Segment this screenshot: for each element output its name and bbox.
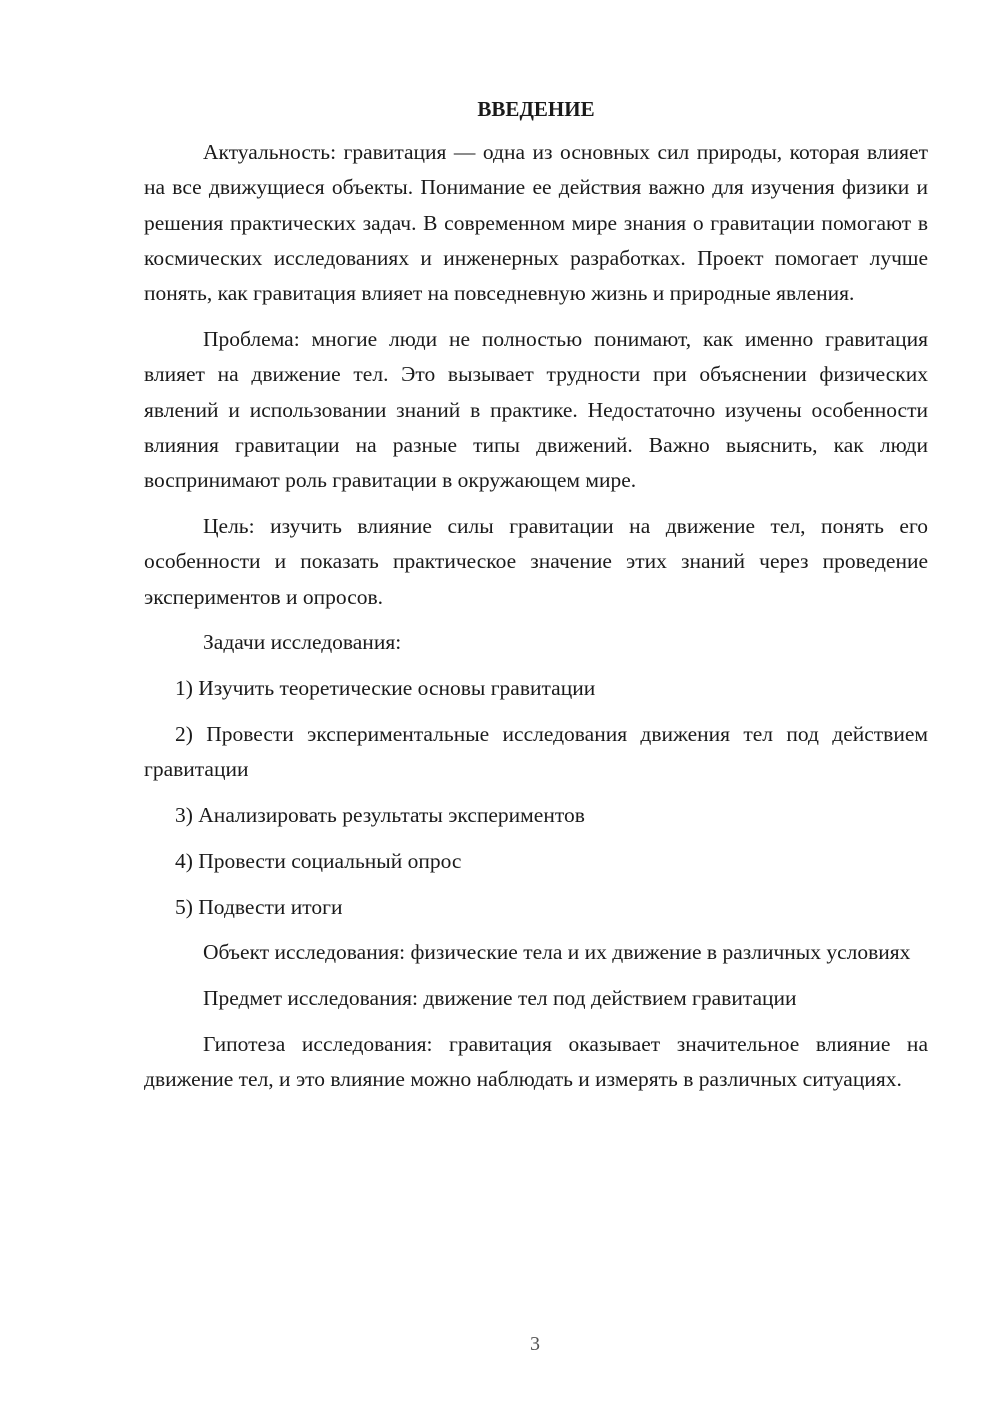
object-paragraph: Объект исследования: физические тела и их движение в различных условиях: [203, 940, 911, 965]
problem-paragraph: Проблема: многие люди не полностью понимают, как именно гравитация влияет на движение тел. Это вызывает трудности при объяснении физических явлений и использовании знаний в практике. Недостаточно изучены особенности влияния гравитации на разные типы движений. Важно выяснить, как люди воспринимают роль гравитации в окружающем мире.: [144, 326, 928, 493]
task-item-2: 2) Провести экспериментальные исследования движения тел под действием гравитации: [144, 721, 928, 782]
tasks-heading: Задачи исследования:: [203, 630, 402, 655]
task-item-3: 3) Анализировать результаты экспериментов: [175, 803, 585, 828]
task-item-1: 1) Изучить теоретические основы гравитации: [175, 676, 596, 701]
subject-paragraph: Предмет исследования: движение тел под действием гравитации: [203, 986, 797, 1011]
task-item-4: 4) Провести социальный опрос: [175, 848, 462, 873]
goal-paragraph: Цель: изучить влияние силы гравитации на движение тел, понять его особенности и показать практическое значение этих знаний через проведение экспериментов и опросов.: [144, 513, 928, 609]
page-number: 3: [530, 1333, 540, 1355]
relevance-paragraph: Актуальность: гравитация — одна из основных сил природы, которая влияет на все движущиеся объекты. Понимание ее действия важно для изучения физики и решения практических задач. В современном мире знания о гравитации помогают в космических исследованиях и инженерных разработках. Проект помогает лучше понять, как гравитация влияет на повседневную жизнь и природные явления.: [144, 140, 928, 306]
hypothesis-paragraph: Гипотеза исследования: гравитация оказывает значительное влияние на движение тел, и это влияние можно наблюдать и измерять в различных ситуациях.: [144, 1032, 928, 1092]
section-heading: ВВЕДЕНИЕ: [477, 97, 595, 121]
document-page: [144, 92, 928, 1108]
task-item-5: 5) Подвести итоги: [175, 894, 343, 919]
